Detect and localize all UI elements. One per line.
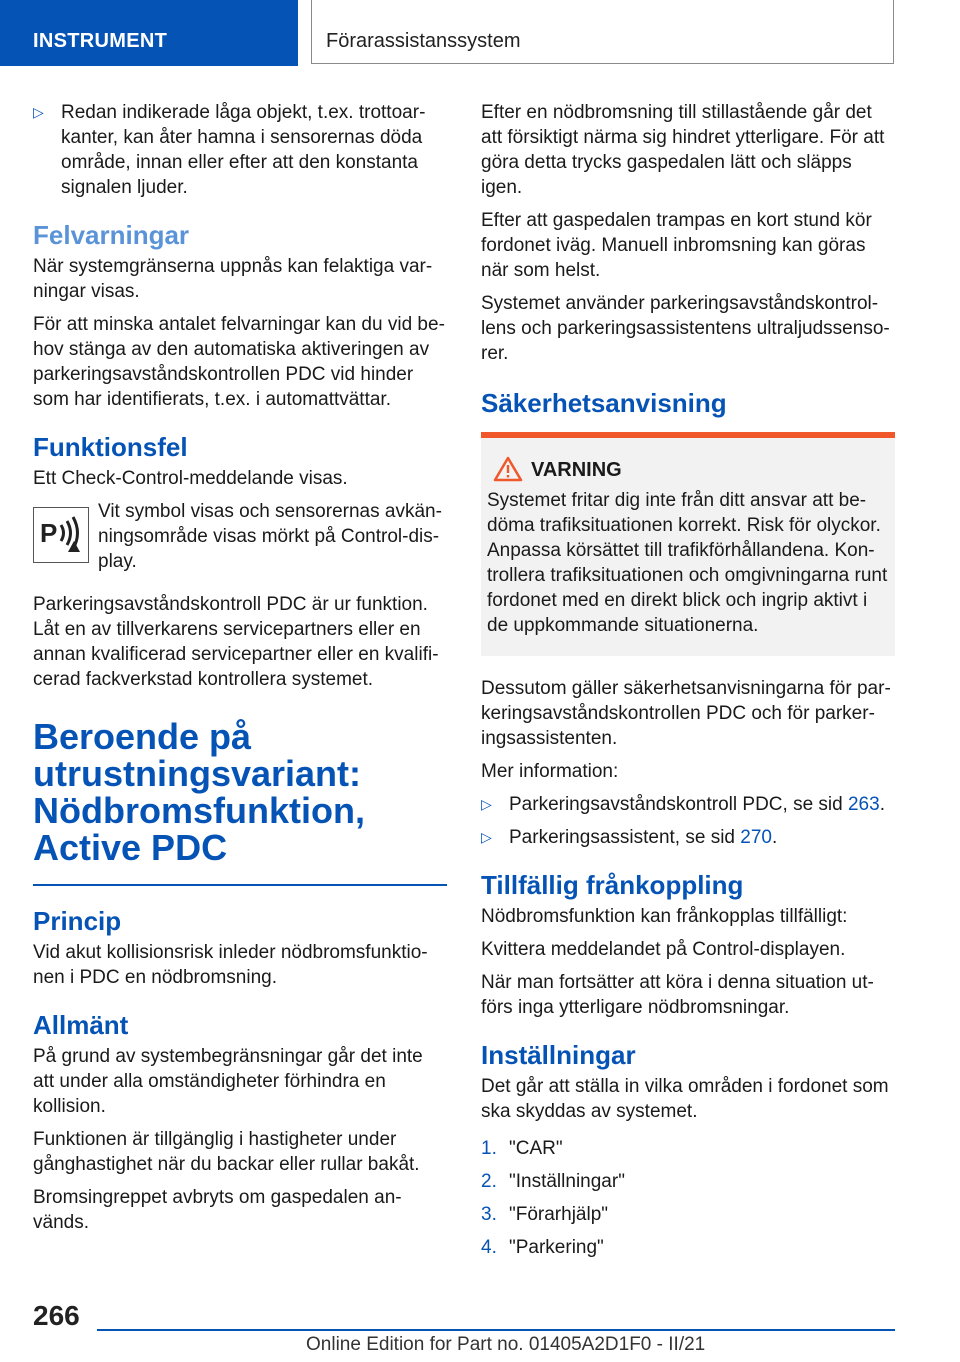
right-column	[481, 100, 895, 1268]
footer-edition: Online Edition for Part no. 01405A2D1F0 - II/21	[306, 1334, 706, 1355]
triangle-bullet-icon: ▷	[481, 796, 492, 812]
heading-tillfallig: Tillfällig frånkoppling	[481, 870, 744, 900]
symbol-row	[33, 499, 447, 574]
triangle-bullet-icon: ▷	[481, 829, 492, 845]
paragraph: Efter en nödbromsning till stillastående går det att försiktigt närma sig hindret ytterligare. För att göra detta trycks gaspedalen lätt och släpps igen.	[481, 102, 885, 198]
symbol-description: Vit symbol visas och sensorernas avkänningsområde visas mörkt på Control-display.	[98, 501, 442, 572]
paragraph: Mer information:	[481, 761, 619, 782]
step-item: 1. "CAR"	[481, 1138, 563, 1159]
footer-divider	[97, 1329, 895, 1331]
paragraph: Ett Check-Control-meddelande visas.	[33, 468, 348, 489]
heading-installningar: Inställningar	[481, 1040, 636, 1070]
step-item: 2. "Inställningar"	[481, 1171, 625, 1192]
list-item: ▷ Parkeringsavståndskontroll PDC, se sid 263.	[481, 794, 885, 815]
paragraph: Kvittera meddelandet på Control-displayen.	[481, 939, 846, 960]
paragraph: Bromsingreppet avbryts om gaspedalen används.	[33, 1187, 402, 1233]
triangle-bullet-icon: ▷	[33, 104, 44, 120]
step-item: 4. "Parkering"	[481, 1237, 604, 1258]
warning-header	[493, 458, 889, 482]
paragraph: Efter att gaspedalen trampas en kort stund kör fordonet iväg. Manuell inbromsning kan göras när som helst.	[481, 210, 872, 281]
page-link-263[interactable]: 263	[847, 794, 880, 815]
warning-triangle-icon	[493, 456, 523, 482]
paragraph: När man fortsätter att köra i denna situation utförs inga ytterligare nödbromsningar.	[481, 972, 874, 1018]
paragraph: Vid akut kollisionsrisk inleder nödbromsfunktionen i PDC en nödbromsning.	[33, 942, 428, 988]
page-header	[0, 0, 960, 66]
paragraph: På grund av systembegränsningar går det inte att under alla omständigheter förhindra en kollision.	[33, 1046, 423, 1117]
heading-felvarningar: Felvarningar	[33, 220, 190, 250]
heading-funktionsfel: Funktionsfel	[33, 432, 188, 462]
paragraph: Det går att ställa in vilka områden i fordonet som ska skyddas av systemet.	[481, 1076, 889, 1122]
list-item: ▷ Redan indikerade låga objekt, t.ex. trottoarkanter, kan åter hamna i sensorernas döda område, innan eller efter att den konstanta signalen ljuder.	[33, 102, 426, 198]
paragraph: Systemet använder parkeringsavståndskontrollens och parkeringsassistentens ultraljudssensorer.	[481, 293, 890, 364]
heading-princip: Princip	[33, 906, 122, 936]
paragraph: Dessutom gäller säkerhetsanvisningarna för parkeringsavståndskontrollen PDC och för parkeringsassistenten.	[481, 678, 891, 749]
pdc-fault-icon	[33, 507, 89, 563]
divider	[33, 884, 447, 886]
paragraph: För att minska antalet felvarningar kan du vid behov stänga av den automatiska aktiveringen av parkeringsavståndskontrollen PDC vid hinder som har identifierats, t.ex. i automattvättar.	[33, 314, 445, 410]
main-heading: Beroende på utrustningsvariant: Nödbromsfunktion, Active PDC	[33, 716, 365, 868]
section-title: INSTRUMENT	[33, 30, 168, 52]
heading-allmant: Allmänt	[33, 1010, 129, 1040]
section-tab[interactable]	[0, 0, 298, 66]
page-link-270[interactable]: 270	[740, 827, 772, 848]
paragraph: Parkeringsavståndskontroll PDC är ur funktion. Låt en av tillverkarens servicepartners eller en annan kvalificerad servicepartner eller en kvalificerad fackverkstad kontrollera systemet.	[33, 594, 439, 690]
heading-sakerhetsanvisning: Säkerhetsanvisning	[481, 388, 727, 418]
warning-box	[481, 438, 895, 656]
step-item: 3. "Förarhjälp"	[481, 1204, 609, 1225]
svg-text:P: P	[40, 518, 58, 548]
paragraph: När systemgränserna uppnås kan felaktiga varningar visas.	[33, 256, 433, 302]
left-column	[33, 100, 447, 1243]
warning-label: VARNING	[531, 459, 622, 481]
subsection-tab[interactable]	[311, 0, 894, 64]
paragraph: Funktionen är tillgänglig i hastigheter under gånghastighet när du backar eller rullar bakåt.	[33, 1129, 420, 1175]
page-number: 266	[33, 1300, 80, 1331]
list-item: ▷ Parkeringsassistent, se sid 270.	[481, 827, 778, 848]
warning-text: Systemet fritar dig inte från ditt ansvar att bedöma trafiksituationen korrekt. Risk för olyckor. Anpassa körsättet till trafikförhållandena. Kontrollera trafiksituationen och omgivningarna runt fordonet med en direkt blick och ingrip aktivt i de uppkommande situationerna.	[487, 490, 888, 636]
subsection-title: Förarassistanssystem	[326, 30, 521, 52]
paragraph: Nödbromsfunktion kan frånkopplas tillfälligt:	[481, 906, 848, 927]
